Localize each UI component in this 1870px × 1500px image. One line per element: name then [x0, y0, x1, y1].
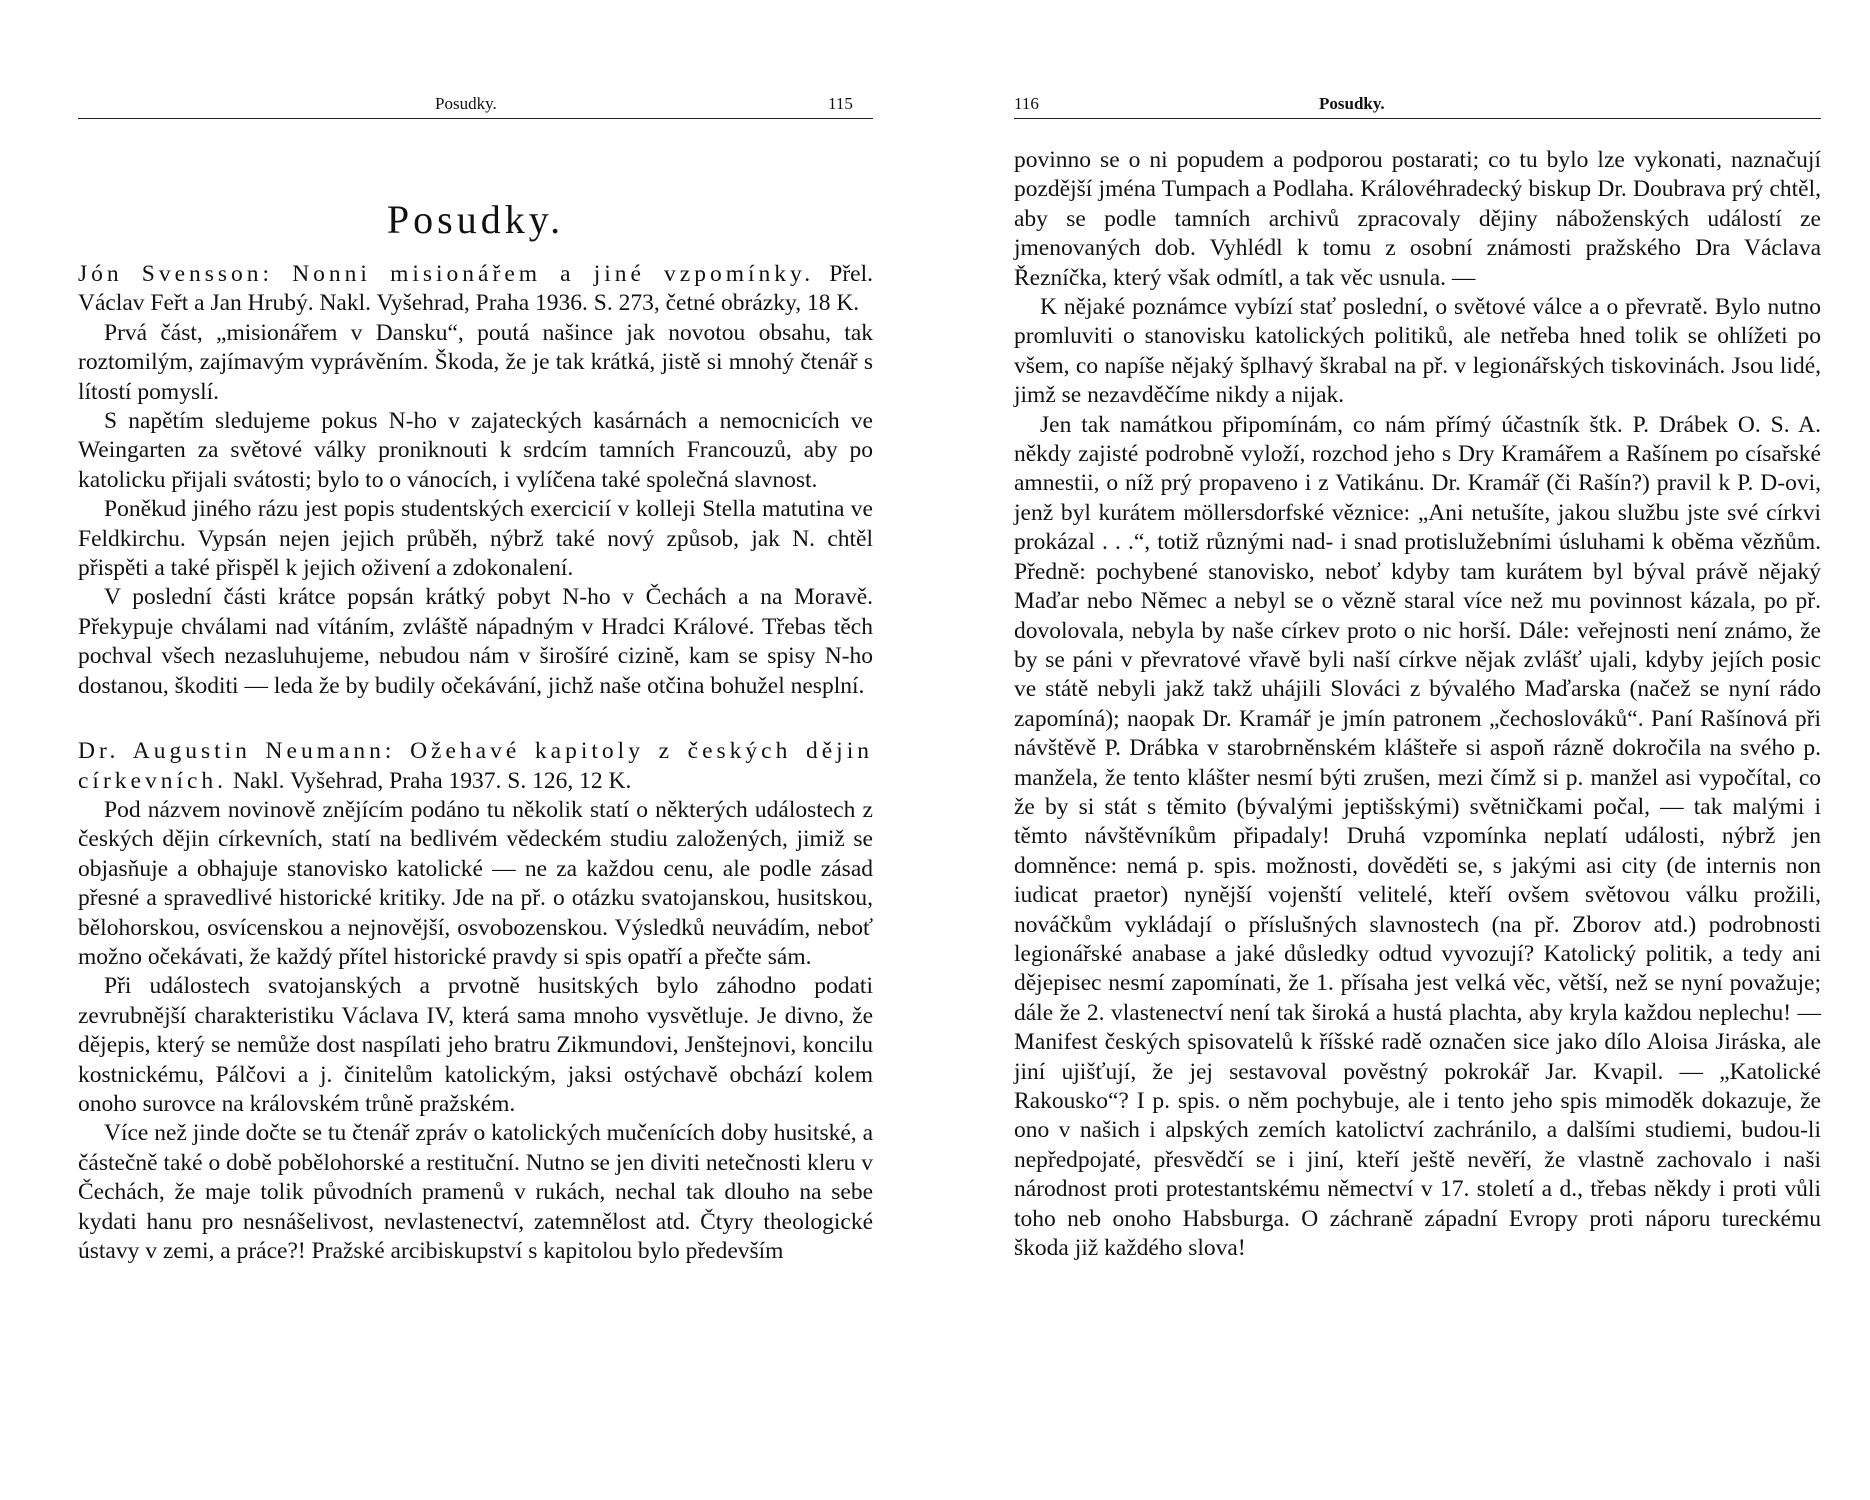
- running-head-title: Posudky.: [435, 94, 497, 113]
- paragraph: Prvá část, „misionářem v Dansku“, poutá našince jak novotou obsahu, tak roztomilým, zajímavým vyprávěním. Škoda, že je tak krátká, jistě si mnohý čtenář s lítostí pomyslí.: [78, 319, 873, 405]
- paragraph: Při událostech svatojanských a prvotně husitských bylo záhodno podati zevrubnější charakteristiku Václava IV, která sama mnoho vysvětluje. Je divno, že dějepis, který se nemůže dost naspílati jeho bratru Zikmundovi, Jenštejnovi, koncilu kostnickému, Pálčovi a j. činitelům katolickým, jaksi ostýchavě obchází kolem onoho surovce na královském trůně pražském.: [78, 973, 873, 1117]
- page-number: 115: [828, 94, 853, 113]
- review-heading: [78, 260, 873, 319]
- running-head-right: [1014, 92, 1821, 119]
- review-author-title: Jón Svensson: Nonni misionářem a jiné vzpomínky.: [78, 261, 815, 287]
- paragraph: S napětím sledujeme pokus N-ho v zajateckých kasárnách a nemocnicích ve Weingarten za světové války proniknouti k srdcím tamních Francouzů, aby po katolicku přijali svátosti; bylo to o vánocích, i vylíčena také společná slavnost.: [78, 408, 873, 493]
- review-details: Nakl. Vyšehrad, Praha 1937. S. 126, 12 K.: [227, 767, 632, 794]
- review-details: Přel. Václav Feřt a Jan Hrubý. Nakl. Vyšehrad, Praha 1936. S. 273, četné obrázky, 18 K.: [78, 261, 874, 317]
- paragraph: Pod názvem novinově znějícím podáno tu několik statí o některých událostech z českých dějin církevních, statí na bedlivém vědeckém studiu založených, jimiž se objasňuje a obhajuje stanovisko katolické — ne za každou cenu, ale podle zásad přesné a spravedlivé historické kritiky. Jde na př. o otázku svatojanskou, husitskou, bělohorskou, osvícenskou a nejnovější, osvobozenskou. Výsledků neuvádím, neboť možno očekávati, že každý přítel historické pravdy si spis opatří a přečte sám.: [78, 796, 873, 970]
- right-page: [935, 0, 1870, 1500]
- paragraph: Více než jinde dočte se tu čtenář zpráv o katolických mučenících doby husitské, a částečně také o době pobělohorské a restituční. Nutno se jen diviti netečnosti kleru v Čechách, že maje tolik původních pramenů v rukách, nechal tak dlouho na sebe kydati hanu pro nesnášelivost, nevlastenectví, zatemnělost atd. Čtyry theologické ústavy v zemi, a práce?! Pražské arcibiskupství s kapitolou bylo především: [78, 1120, 873, 1264]
- right-column: [1014, 146, 1821, 1263]
- paragraph: V poslední části krátce popsán krátký pobyt N-ho v Čechách a na Moravě. Překypuje chválami nad vítáním, zvláště nápadným v Hradci Králové. Třebas těch pochval všech nezasluhujeme, nebudou nám v širošíré cizině, kam se spisy N-ho dostanou, škoditi — leda že by budily očekávání, jichž naše otčina bohužel nesplní.: [78, 584, 873, 699]
- left-column: [78, 198, 873, 1266]
- review-author-title: Dr. Augustin Neumann: Ožehavé kapitoly z českých dějin církevních.: [78, 738, 873, 794]
- running-head-left: [78, 92, 873, 119]
- page-number: 116: [1014, 94, 1039, 113]
- paragraph: Jen tak namátkou připomínám, co nám přímý účastník štk. P. Drábek O. S. A. někdy zajisté podrobně vyloží, rozchod jeho s Dry Kramářem a Rašínem po císařské amnestii, o níž prý propaveno i z Vatikánu. Dr. Kramář (či Rašín?) pravil k P. D-ovi, jenž byl kurátem möllersdorfské věznice: „Ani netušíte, jakou službu jste své církvi prokázal . . .“, totiž různými nad- i snad protislužebními úsluhami k oběma vězňům. Předně: pochybené stanovisko, neboť kdyby tam kurátem byl býval právě nějaký Maďar nebo Němec a nebyl se o vězně staral více než mu povinnost kázala, po př. dovolovala, nebyla by naše církev proto o nic horší. Dále: veřejnosti není známo, že by se páni v převratové vřavě byli naší církve nějak zvlášť ujali, kdyby jejích posic ve státě nebyli jakž takž uhájili Slováci z bývalého Maďarska (načež se nyní rádo zapomíná); naopak Dr. Kramář je jmín patronem „čechoslováků“. Paní Rašínová při návštěvě P. Drábka v starobrněnském klášteře si aspoň rázně dokročila na svého p. manžela, že tento klášter nesmí býti zrušen, mezi čímž si p. manžel asi vypočítal, co že by si stát s těmito (bývalými jeptišskými) světničkami počal, — tak malými i těmto návštěvníkům připadaly! Druhá vzpomínka neplatí události, nýbrž jen domněnce: nemá p. spis. možnosti, dověděti se, s jakými asi city (de internis non iudicat praetor) nynější vojenští velitelé, kteří ovšem světovou válku prožili, nováčkům vykládají o příslušných slavnostech (na př. Zborov atd.) podrobnosti legionářské anabase a jaké důsledky odtud vyvozují? Katolický politik, a tedy ani dějepisec nesmí zapomínati, že 1. přísaha jest velká věc, větší, než se nyní považuje; dále že 2. vlastenectví není tak široká a hustá plachta, aby kryla každou neplechu! — Manifest českých spisovatelů k říšské radě označen sice jako dílo Aloisa Jiráska, ale jiní ujišťují, že jej sestavoval pověstný pokrokář Jar. Kvapil. — „Katolické Rakousko“? I p. spis. o něm pochybuje, ale i tento jeho spis mimoděk dokazuje, že ono v našich i alpských zemích katolictví zachránilo, a dalšími studiemi, budou-li nepředpojaté, přesvědčí se i jiní, kteří ještě nevěří, že vlastně zachovalo i naši národnost proti protestantskému němectví v 17. století a d., třebas někdy i proti vůli toho neb onoho Habsburga. O záchraně západní Evropy proti náporu tureckému škoda již každého slova!: [1014, 411, 1821, 1262]
- running-head-title: Posudky.: [1319, 94, 1385, 113]
- paragraph: K nějaké poznámce vybízí stať poslední, o světové válce a o převratě. Bylo nutno promluviti o stanovisku katolických politiků, ale netřeba hned tolik se ohlížeti po všem, co napíše nějaký šplhavý škrabal na př. v legionářských tiskovinách. Jsou lidé, jimž se nezavděčíme nikdy a nijak.: [1014, 294, 1821, 409]
- review-heading: [78, 737, 873, 796]
- paragraph: Poněkud jiného rázu jest popis studentských exercicií v kolleji Stella matutina ve Feldkirchu. Vypsán nejen jejich průběh, nýbrž také nový způsob, jak N. chtěl přispěti a také přispěl k jejich oživení a zdokonalení.: [78, 496, 873, 582]
- section-title: Posudky.: [386, 197, 565, 242]
- paragraph: povinno se o ni popudem a podporou postarati; co tu bylo lze vykonati, naznačují pozdější jména Tumpach a Podlaha. Královéhradecký biskup Dr. Doubrava prý chtěl, aby se podle tamních archivů zpracovaly dějiny náboženských událostí ze jmenovaných dob. Vyhlédl k tomu z osobní známosti pražského Dra Václava Řezníčka, který však odmítl, a tak věc usnula. —: [1014, 147, 1821, 291]
